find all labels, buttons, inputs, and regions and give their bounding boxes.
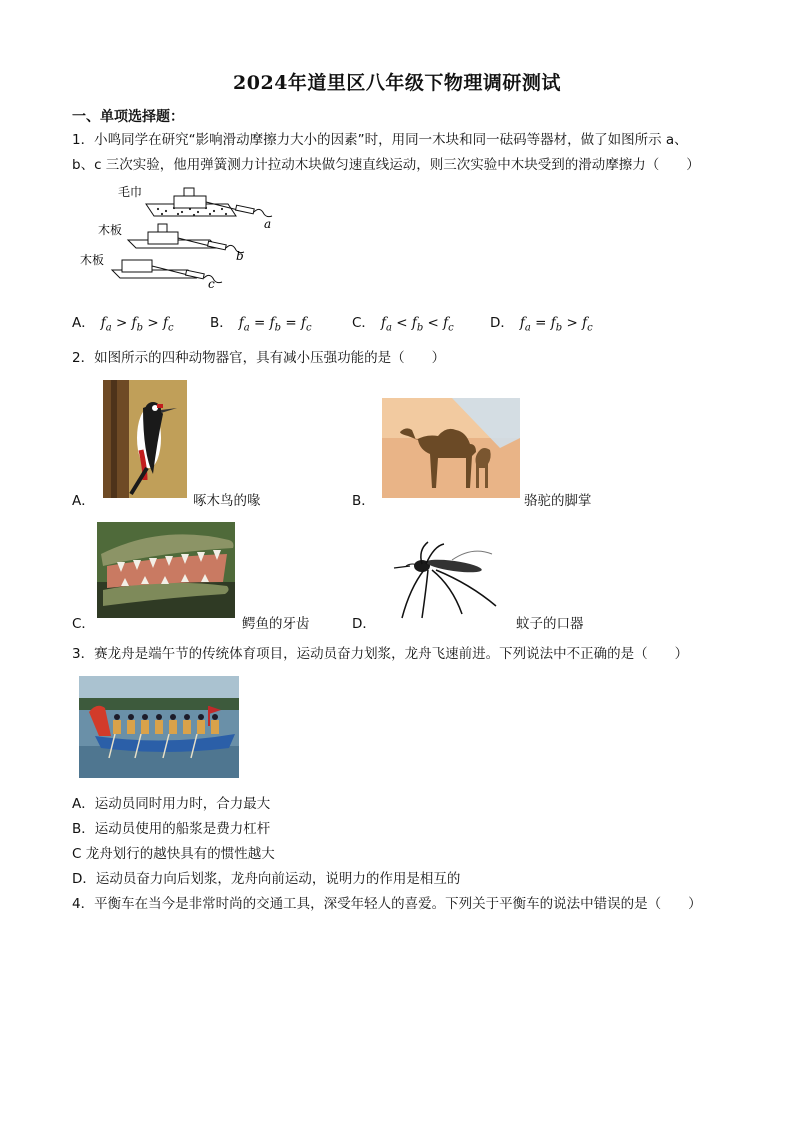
dragon-boat-image [79, 676, 239, 778]
q3-option-a[interactable]: A．运动员同时用力时，合力最大 [72, 796, 271, 812]
label-c: c [208, 277, 215, 291]
q3-option-c[interactable]: C 龙舟划行的越快具有的惯性越大 [72, 846, 275, 862]
woodpecker-image [103, 380, 187, 498]
question-4-stem: 4．平衡车在当今是非常时尚的交通工具，深受年轻人的喜爱。下列关于平衡车的说法中错误的是（ ） [72, 896, 702, 912]
q2-option-c-text: 鳄鱼的牙齿 [242, 616, 310, 632]
label-a: a [264, 217, 272, 231]
label-board-c: 木板 [80, 253, 105, 267]
question-1-stem [72, 128, 732, 178]
q3-option-d[interactable]: D．运动员奋力向后划浆，龙舟向前运动，说明力的作用是相互的 [72, 871, 461, 887]
label-board-b: 木板 [98, 223, 123, 237]
question-1-line-2: b、c 三次实验，他用弹簧测力计拉动木块做匀速直线运动，则三次实验中木块受到的滑动摩擦力（ ） [72, 157, 700, 173]
exam-title: 2024年道里区八年级下物理调研测试 [233, 72, 561, 94]
friction-experiment-figure [78, 182, 278, 294]
label-b: b [236, 249, 244, 263]
setup-b [128, 224, 244, 253]
section-heading: 一、单项选择题： [72, 109, 184, 125]
setup-a [146, 188, 272, 217]
q1-option-a[interactable]: A． $f_a > f_b > f_c$ [72, 315, 174, 334]
q2-option-b-text: 骆驼的脚掌 [524, 493, 592, 509]
question-3-stem: 3．赛龙舟是端午节的传统体育项目，运动员奋力划浆，龙舟飞速前进。下列说法中不正确的是（ ） [72, 646, 689, 662]
camel-image [382, 398, 520, 498]
question-2-stem: 2．如图所示的四种动物器官，具有减小压强功能的是（ ） [72, 350, 446, 366]
q2-option-b-label[interactable]: B． [352, 493, 375, 509]
q2-option-a-text: 啄木鸟的喙 [193, 493, 261, 509]
q1-option-c[interactable]: C． $f_a < f_b < f_c$ [352, 315, 454, 334]
setup-c [112, 260, 222, 283]
q1-option-d[interactable]: D． $f_a = f_b > f_c$ [490, 315, 593, 334]
q2-option-d-label[interactable]: D． [352, 616, 376, 632]
mosquito-image [392, 540, 510, 622]
q2-option-a-label[interactable]: A． [72, 493, 95, 509]
question-1-options [72, 311, 732, 333]
q2-option-c-label[interactable]: C． [72, 616, 95, 632]
label-towel: 毛巾 [118, 185, 143, 199]
q2-option-d-text: 蚊子的口器 [516, 616, 584, 632]
q1-option-b[interactable]: B． $f_a = f_b = f_c$ [210, 315, 312, 334]
q3-option-b[interactable]: B．运动员使用的船浆是费力杠杆 [72, 821, 271, 837]
crocodile-image [97, 522, 235, 618]
question-1-line-1: 1．小鸣同学在研究“影响滑动摩擦力大小的因素”时，用同一木块和同一砝码等器材，做了如图所示 a、 [72, 132, 688, 148]
